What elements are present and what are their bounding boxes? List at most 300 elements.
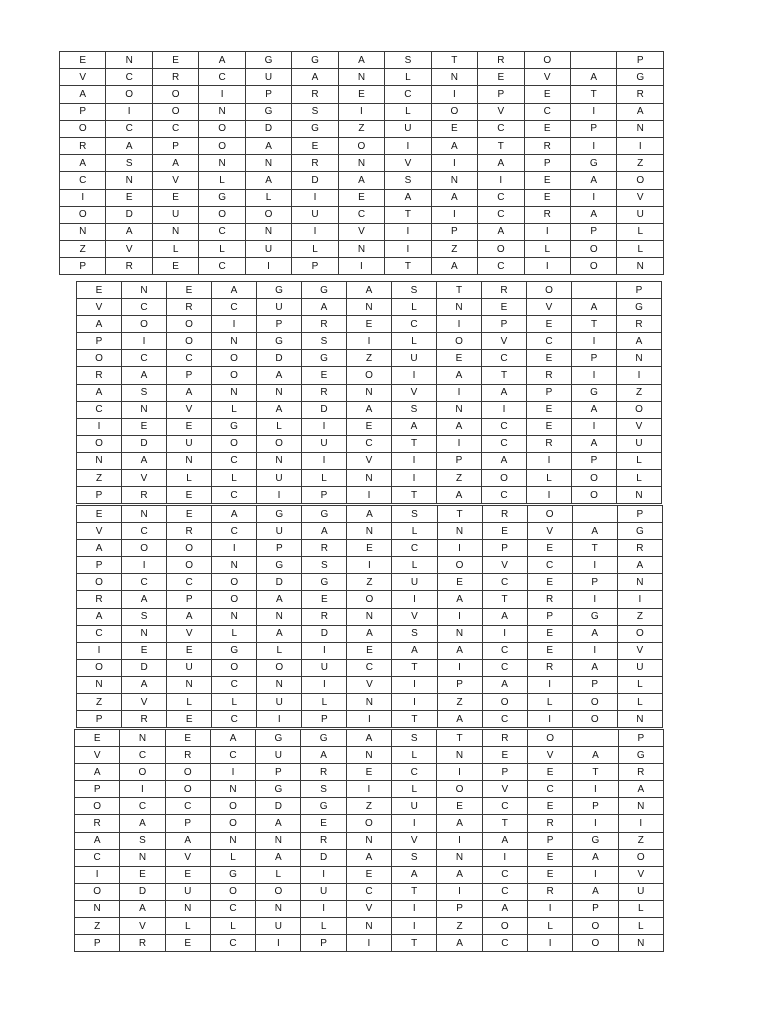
grid-cell: C bbox=[122, 523, 167, 540]
grid-cell: S bbox=[120, 832, 165, 849]
grid-cell: I bbox=[257, 487, 302, 504]
grid-cell: A bbox=[482, 832, 527, 849]
grid-cell: E bbox=[152, 189, 198, 206]
grid-cell: U bbox=[257, 470, 302, 487]
grid-cell: R bbox=[617, 316, 662, 333]
grid-cell: I bbox=[572, 367, 617, 384]
grid-cell: G bbox=[292, 120, 338, 137]
grid-cell: U bbox=[301, 883, 346, 900]
grid-cell: T bbox=[392, 487, 437, 504]
grid-cell: E bbox=[152, 258, 198, 275]
grid-cell: I bbox=[347, 711, 392, 728]
grid-cell: P bbox=[60, 258, 106, 275]
grid-cell: I bbox=[570, 103, 616, 120]
grid-row bbox=[60, 120, 664, 137]
grid-cell: A bbox=[75, 832, 120, 849]
grid-cell: I bbox=[106, 103, 152, 120]
grid-cell: S bbox=[392, 282, 437, 299]
grid-cell: I bbox=[572, 642, 617, 659]
grid-cell: O bbox=[617, 172, 664, 189]
grid-cell: A bbox=[75, 764, 120, 781]
grid-cell: T bbox=[392, 935, 437, 952]
grid-cell: A bbox=[301, 747, 346, 764]
grid-cell: I bbox=[210, 764, 255, 781]
grid-cell: N bbox=[618, 935, 663, 952]
grid-cell: C bbox=[60, 172, 106, 189]
grid-cell: C bbox=[199, 69, 245, 86]
grid-cell: T bbox=[385, 258, 431, 275]
grid-cell: S bbox=[302, 333, 347, 350]
grid-cell: P bbox=[527, 832, 572, 849]
grid-cell: A bbox=[210, 730, 255, 747]
grid-cell: A bbox=[617, 557, 662, 574]
grid-cell: A bbox=[478, 223, 524, 240]
grid-cell: O bbox=[347, 367, 392, 384]
grid-cell: L bbox=[392, 523, 437, 540]
grid-cell: N bbox=[257, 384, 302, 401]
grid-cell: O bbox=[346, 815, 391, 832]
grid-cell: O bbox=[152, 86, 198, 103]
grid-cell: G bbox=[301, 730, 346, 747]
grid-cell: C bbox=[338, 206, 384, 223]
grid-cell: O bbox=[77, 435, 122, 452]
grid-cell: A bbox=[347, 506, 392, 523]
grid-row bbox=[77, 299, 662, 316]
grid-cell: A bbox=[212, 506, 257, 523]
grid-cell: R bbox=[617, 86, 664, 103]
grid-cell: A bbox=[346, 730, 391, 747]
grid-cell: O bbox=[106, 86, 152, 103]
grid-cell: A bbox=[478, 155, 524, 172]
grid-cell: G bbox=[301, 798, 346, 815]
grid-cell: I bbox=[437, 883, 482, 900]
grid-cell: L bbox=[392, 747, 437, 764]
grid-cell: C bbox=[346, 883, 391, 900]
grid-cell: U bbox=[392, 574, 437, 591]
grid-cell: S bbox=[392, 506, 437, 523]
grid-cell: I bbox=[431, 86, 477, 103]
grid-cell: V bbox=[617, 418, 662, 435]
grid-cell: I bbox=[338, 103, 384, 120]
grid-cell: I bbox=[338, 258, 384, 275]
grid-cell: I bbox=[437, 435, 482, 452]
grid-cell: L bbox=[212, 470, 257, 487]
grid-cell: I bbox=[302, 418, 347, 435]
grid-cell: A bbox=[122, 591, 167, 608]
grid-cell: E bbox=[527, 350, 572, 367]
grid-cell: V bbox=[482, 557, 527, 574]
grid-row bbox=[60, 52, 664, 69]
grid-cell: O bbox=[257, 659, 302, 676]
grid-cell: A bbox=[347, 625, 392, 642]
grid-cell: E bbox=[75, 730, 120, 747]
grid-cell: L bbox=[618, 900, 663, 917]
grid-cell: P bbox=[152, 137, 198, 154]
grid-cell: E bbox=[527, 866, 572, 883]
grid-cell: T bbox=[437, 282, 482, 299]
grid-cell: G bbox=[256, 730, 301, 747]
grid-cell: I bbox=[437, 832, 482, 849]
grid-cell: N bbox=[257, 676, 302, 693]
grid-cell: N bbox=[347, 470, 392, 487]
grid-cell: P bbox=[437, 452, 482, 469]
grid-cell: R bbox=[302, 608, 347, 625]
grid-cell: L bbox=[302, 470, 347, 487]
grid-cell: P bbox=[77, 557, 122, 574]
grid-cell: P bbox=[437, 900, 482, 917]
grid-cell: O bbox=[75, 883, 120, 900]
grid-cell: O bbox=[75, 798, 120, 815]
grid-cell: L bbox=[618, 918, 663, 935]
grid-cell: U bbox=[617, 659, 662, 676]
grid-row bbox=[75, 935, 664, 952]
grid-cell: U bbox=[165, 883, 210, 900]
grid-cell: A bbox=[167, 608, 212, 625]
grid-row bbox=[60, 103, 664, 120]
grid-cell: I bbox=[437, 659, 482, 676]
grid-row bbox=[75, 832, 664, 849]
grid-cell: C bbox=[482, 642, 527, 659]
grid-cell: A bbox=[77, 316, 122, 333]
grid-cell: P bbox=[77, 333, 122, 350]
grid-cell: A bbox=[617, 333, 662, 350]
grid-cell: C bbox=[347, 659, 392, 676]
grid-cell: I bbox=[347, 487, 392, 504]
grid-cell: L bbox=[152, 241, 198, 258]
grid-cell: S bbox=[122, 384, 167, 401]
grid-cell: S bbox=[302, 557, 347, 574]
grid-cell: A bbox=[256, 815, 301, 832]
grid-cell: I bbox=[302, 642, 347, 659]
grid-cell: S bbox=[385, 172, 431, 189]
grid-cell: E bbox=[346, 866, 391, 883]
grid-cell: A bbox=[257, 591, 302, 608]
grid-cell: O bbox=[122, 316, 167, 333]
grid-cell: E bbox=[347, 540, 392, 557]
grid-cell: Z bbox=[617, 608, 662, 625]
grid-cell: P bbox=[60, 103, 106, 120]
grid-cell: N bbox=[165, 900, 210, 917]
grid-cell: N bbox=[210, 832, 255, 849]
grid-cell: L bbox=[167, 470, 212, 487]
grid-cell: P bbox=[527, 608, 572, 625]
grid-row bbox=[60, 155, 664, 172]
grid-cell: V bbox=[77, 299, 122, 316]
grid-cell: A bbox=[572, 299, 617, 316]
grid-cell: L bbox=[617, 694, 662, 711]
grid-cell: G bbox=[212, 418, 257, 435]
grid-cell: I bbox=[392, 470, 437, 487]
grid-cell: T bbox=[392, 711, 437, 728]
grid-cell: E bbox=[60, 52, 106, 69]
grid-cell: E bbox=[122, 418, 167, 435]
grid-cell: S bbox=[106, 155, 152, 172]
grid-cell: U bbox=[245, 241, 291, 258]
grid-cell: A bbox=[256, 849, 301, 866]
grid-cell: N bbox=[347, 523, 392, 540]
grid-cell: E bbox=[346, 764, 391, 781]
grid-cell: I bbox=[437, 540, 482, 557]
grid-cell: I bbox=[302, 452, 347, 469]
grid-cell: C bbox=[392, 540, 437, 557]
grid-cell: I bbox=[292, 223, 338, 240]
grid-cell: N bbox=[256, 832, 301, 849]
grid-cell: C bbox=[482, 350, 527, 367]
grid-cell: R bbox=[527, 883, 572, 900]
grid-cell: A bbox=[431, 137, 477, 154]
grid-cell: O bbox=[165, 781, 210, 798]
grid-cell: D bbox=[292, 172, 338, 189]
grid-cell: P bbox=[482, 764, 527, 781]
grid-cell: R bbox=[524, 137, 570, 154]
grid-cell: O bbox=[60, 206, 106, 223]
grid-cell: A bbox=[257, 625, 302, 642]
grid-cell: R bbox=[301, 832, 346, 849]
grid-cell: P bbox=[482, 540, 527, 557]
grid-cell: R bbox=[165, 747, 210, 764]
grid-cell: A bbox=[199, 52, 245, 69]
grid-cell: O bbox=[570, 241, 616, 258]
grid-cell: C bbox=[482, 659, 527, 676]
grid-cell: O bbox=[77, 659, 122, 676]
grid-cell: O bbox=[210, 883, 255, 900]
grid-cell: C bbox=[482, 935, 527, 952]
grid-cell: Z bbox=[617, 384, 662, 401]
grid-cell: E bbox=[120, 866, 165, 883]
grid-cell: V bbox=[122, 694, 167, 711]
grid-cell: U bbox=[392, 798, 437, 815]
grid-cell: E bbox=[527, 798, 572, 815]
grid-cell: I bbox=[437, 608, 482, 625]
grid-cell: C bbox=[120, 798, 165, 815]
grid-cell: N bbox=[338, 241, 384, 258]
grid-cell: R bbox=[617, 540, 662, 557]
grid-cell: C bbox=[478, 120, 524, 137]
grid-cell: O bbox=[482, 694, 527, 711]
grid-cell: A bbox=[431, 258, 477, 275]
grid-cell: A bbox=[482, 608, 527, 625]
grid-cell: I bbox=[212, 316, 257, 333]
grid-cell: C bbox=[122, 574, 167, 591]
grid-cell: I bbox=[256, 935, 301, 952]
grid-cell: A bbox=[292, 69, 338, 86]
grid-cell: I bbox=[618, 815, 663, 832]
word-search-grid bbox=[74, 729, 664, 952]
grid-cell: O bbox=[199, 137, 245, 154]
grid-cell: L bbox=[617, 470, 662, 487]
grid-cell: P bbox=[292, 258, 338, 275]
grid-cell: O bbox=[167, 333, 212, 350]
grid-cell: E bbox=[347, 418, 392, 435]
grid-cell: R bbox=[527, 435, 572, 452]
grid-cell: S bbox=[392, 849, 437, 866]
grid-cell: U bbox=[167, 435, 212, 452]
grid-cell: V bbox=[527, 299, 572, 316]
grid-cell: L bbox=[385, 103, 431, 120]
grid-cell: P bbox=[617, 282, 662, 299]
grid-cell: G bbox=[199, 189, 245, 206]
grid-cell: P bbox=[257, 540, 302, 557]
grid-cell: C bbox=[122, 350, 167, 367]
grid-cell: L bbox=[301, 918, 346, 935]
grid-cell: I bbox=[573, 815, 618, 832]
grid-cell bbox=[570, 52, 616, 69]
grid-cell: U bbox=[256, 747, 301, 764]
grid-cell: U bbox=[245, 69, 291, 86]
grid-cell: S bbox=[301, 781, 346, 798]
grid-cell: A bbox=[77, 608, 122, 625]
grid-cell: E bbox=[167, 487, 212, 504]
grid-row bbox=[75, 730, 664, 747]
grid-cell: E bbox=[437, 350, 482, 367]
grid-cell: I bbox=[385, 223, 431, 240]
grid-cell: A bbox=[106, 137, 152, 154]
grid-cell: E bbox=[338, 189, 384, 206]
grid-cell: G bbox=[572, 384, 617, 401]
grid-cell: I bbox=[573, 781, 618, 798]
grid-cell: N bbox=[437, 401, 482, 418]
grid-cell: E bbox=[302, 591, 347, 608]
grid-cell: N bbox=[338, 69, 384, 86]
grid-cell: E bbox=[524, 120, 570, 137]
grid-cell: I bbox=[572, 418, 617, 435]
grid-row bbox=[60, 258, 664, 275]
grid-cell: G bbox=[257, 557, 302, 574]
grid-cell: T bbox=[392, 659, 437, 676]
grid-cell: E bbox=[77, 282, 122, 299]
grid-cell: P bbox=[524, 155, 570, 172]
grid-cell: N bbox=[346, 747, 391, 764]
grid-cell: I bbox=[199, 86, 245, 103]
grid-cell: O bbox=[482, 470, 527, 487]
grid-cell: C bbox=[199, 258, 245, 275]
grid-cell: G bbox=[572, 608, 617, 625]
grid-cell: E bbox=[527, 418, 572, 435]
grid-cell: A bbox=[437, 418, 482, 435]
grid-cell: I bbox=[392, 900, 437, 917]
grid-cell: V bbox=[392, 384, 437, 401]
grid-cell: C bbox=[482, 574, 527, 591]
grid-cell: G bbox=[302, 506, 347, 523]
grid-cell: C bbox=[392, 764, 437, 781]
grid-cell: O bbox=[199, 120, 245, 137]
grid-cell: E bbox=[431, 120, 477, 137]
grid-cell: L bbox=[210, 918, 255, 935]
grid-cell: E bbox=[524, 189, 570, 206]
grid-cell: T bbox=[392, 435, 437, 452]
grid-cell: P bbox=[301, 935, 346, 952]
grid-cell: C bbox=[482, 418, 527, 435]
grid-cell: I bbox=[527, 487, 572, 504]
grid-cell: V bbox=[482, 333, 527, 350]
grid-cell: C bbox=[392, 316, 437, 333]
grid-cell: P bbox=[75, 781, 120, 798]
grid-cell: E bbox=[527, 625, 572, 642]
grid-cell: N bbox=[212, 557, 257, 574]
grid-cell: U bbox=[617, 206, 664, 223]
grid-cell: A bbox=[302, 299, 347, 316]
grid-cell: I bbox=[437, 316, 482, 333]
grid-cell: I bbox=[527, 900, 572, 917]
grid-cell: I bbox=[482, 401, 527, 418]
grid-cell: I bbox=[524, 258, 570, 275]
grid-cell: G bbox=[302, 350, 347, 367]
grid-cell: V bbox=[617, 642, 662, 659]
grid-cell: C bbox=[385, 86, 431, 103]
grid-cell: L bbox=[245, 189, 291, 206]
grid-cell: V bbox=[618, 866, 663, 883]
grid-cell: V bbox=[392, 608, 437, 625]
grid-cell: O bbox=[167, 540, 212, 557]
grid-row bbox=[75, 866, 664, 883]
grid-cell: A bbox=[437, 866, 482, 883]
grid-cell: O bbox=[617, 625, 662, 642]
grid-cell: N bbox=[60, 223, 106, 240]
grid-cell: I bbox=[527, 711, 572, 728]
grid-cell: E bbox=[527, 540, 572, 557]
grid-cell: N bbox=[75, 900, 120, 917]
grid-cell bbox=[572, 506, 617, 523]
grid-cell: O bbox=[572, 487, 617, 504]
grid-cell: E bbox=[302, 367, 347, 384]
grid-cell: L bbox=[212, 694, 257, 711]
grid-cell: G bbox=[570, 155, 616, 172]
grid-cell: O bbox=[245, 206, 291, 223]
grid-cell: O bbox=[60, 120, 106, 137]
grid-cell: I bbox=[122, 333, 167, 350]
grid-cell: R bbox=[618, 764, 663, 781]
grid-cell: O bbox=[527, 730, 572, 747]
grid-cell: S bbox=[122, 608, 167, 625]
grid-cell: C bbox=[478, 258, 524, 275]
grid-cell: A bbox=[573, 849, 618, 866]
grid-cell: A bbox=[212, 282, 257, 299]
grid-cell: E bbox=[167, 642, 212, 659]
grid-cell: A bbox=[437, 935, 482, 952]
grid-cell: R bbox=[478, 52, 524, 69]
grid-cell: T bbox=[573, 764, 618, 781]
grid-cell: Z bbox=[437, 470, 482, 487]
grid-cell: U bbox=[302, 435, 347, 452]
grid-cell: Z bbox=[431, 241, 477, 258]
grid-cell: E bbox=[106, 189, 152, 206]
grid-row bbox=[77, 711, 663, 728]
grid-row bbox=[75, 883, 664, 900]
grid-cell: R bbox=[301, 764, 346, 781]
grid-cell: L bbox=[167, 694, 212, 711]
grid-cell: C bbox=[482, 487, 527, 504]
grid-cell: I bbox=[527, 676, 572, 693]
grid-cell: I bbox=[392, 367, 437, 384]
grid-cell: O bbox=[437, 333, 482, 350]
grid-cell: P bbox=[570, 223, 616, 240]
grid-cell: G bbox=[618, 747, 663, 764]
grid-cell: I bbox=[122, 557, 167, 574]
grid-cell: G bbox=[245, 52, 291, 69]
grid-cell: E bbox=[167, 282, 212, 299]
grid-cell: L bbox=[257, 642, 302, 659]
grid-cell: C bbox=[527, 781, 572, 798]
grid-cell: N bbox=[122, 625, 167, 642]
grid-cell: G bbox=[302, 282, 347, 299]
grid-cell: A bbox=[347, 282, 392, 299]
grid-row bbox=[77, 574, 663, 591]
grid-cell: A bbox=[570, 172, 616, 189]
grid-cell: L bbox=[212, 401, 257, 418]
grid-cell: C bbox=[77, 625, 122, 642]
grid-cell: O bbox=[120, 764, 165, 781]
grid-row bbox=[75, 900, 664, 917]
